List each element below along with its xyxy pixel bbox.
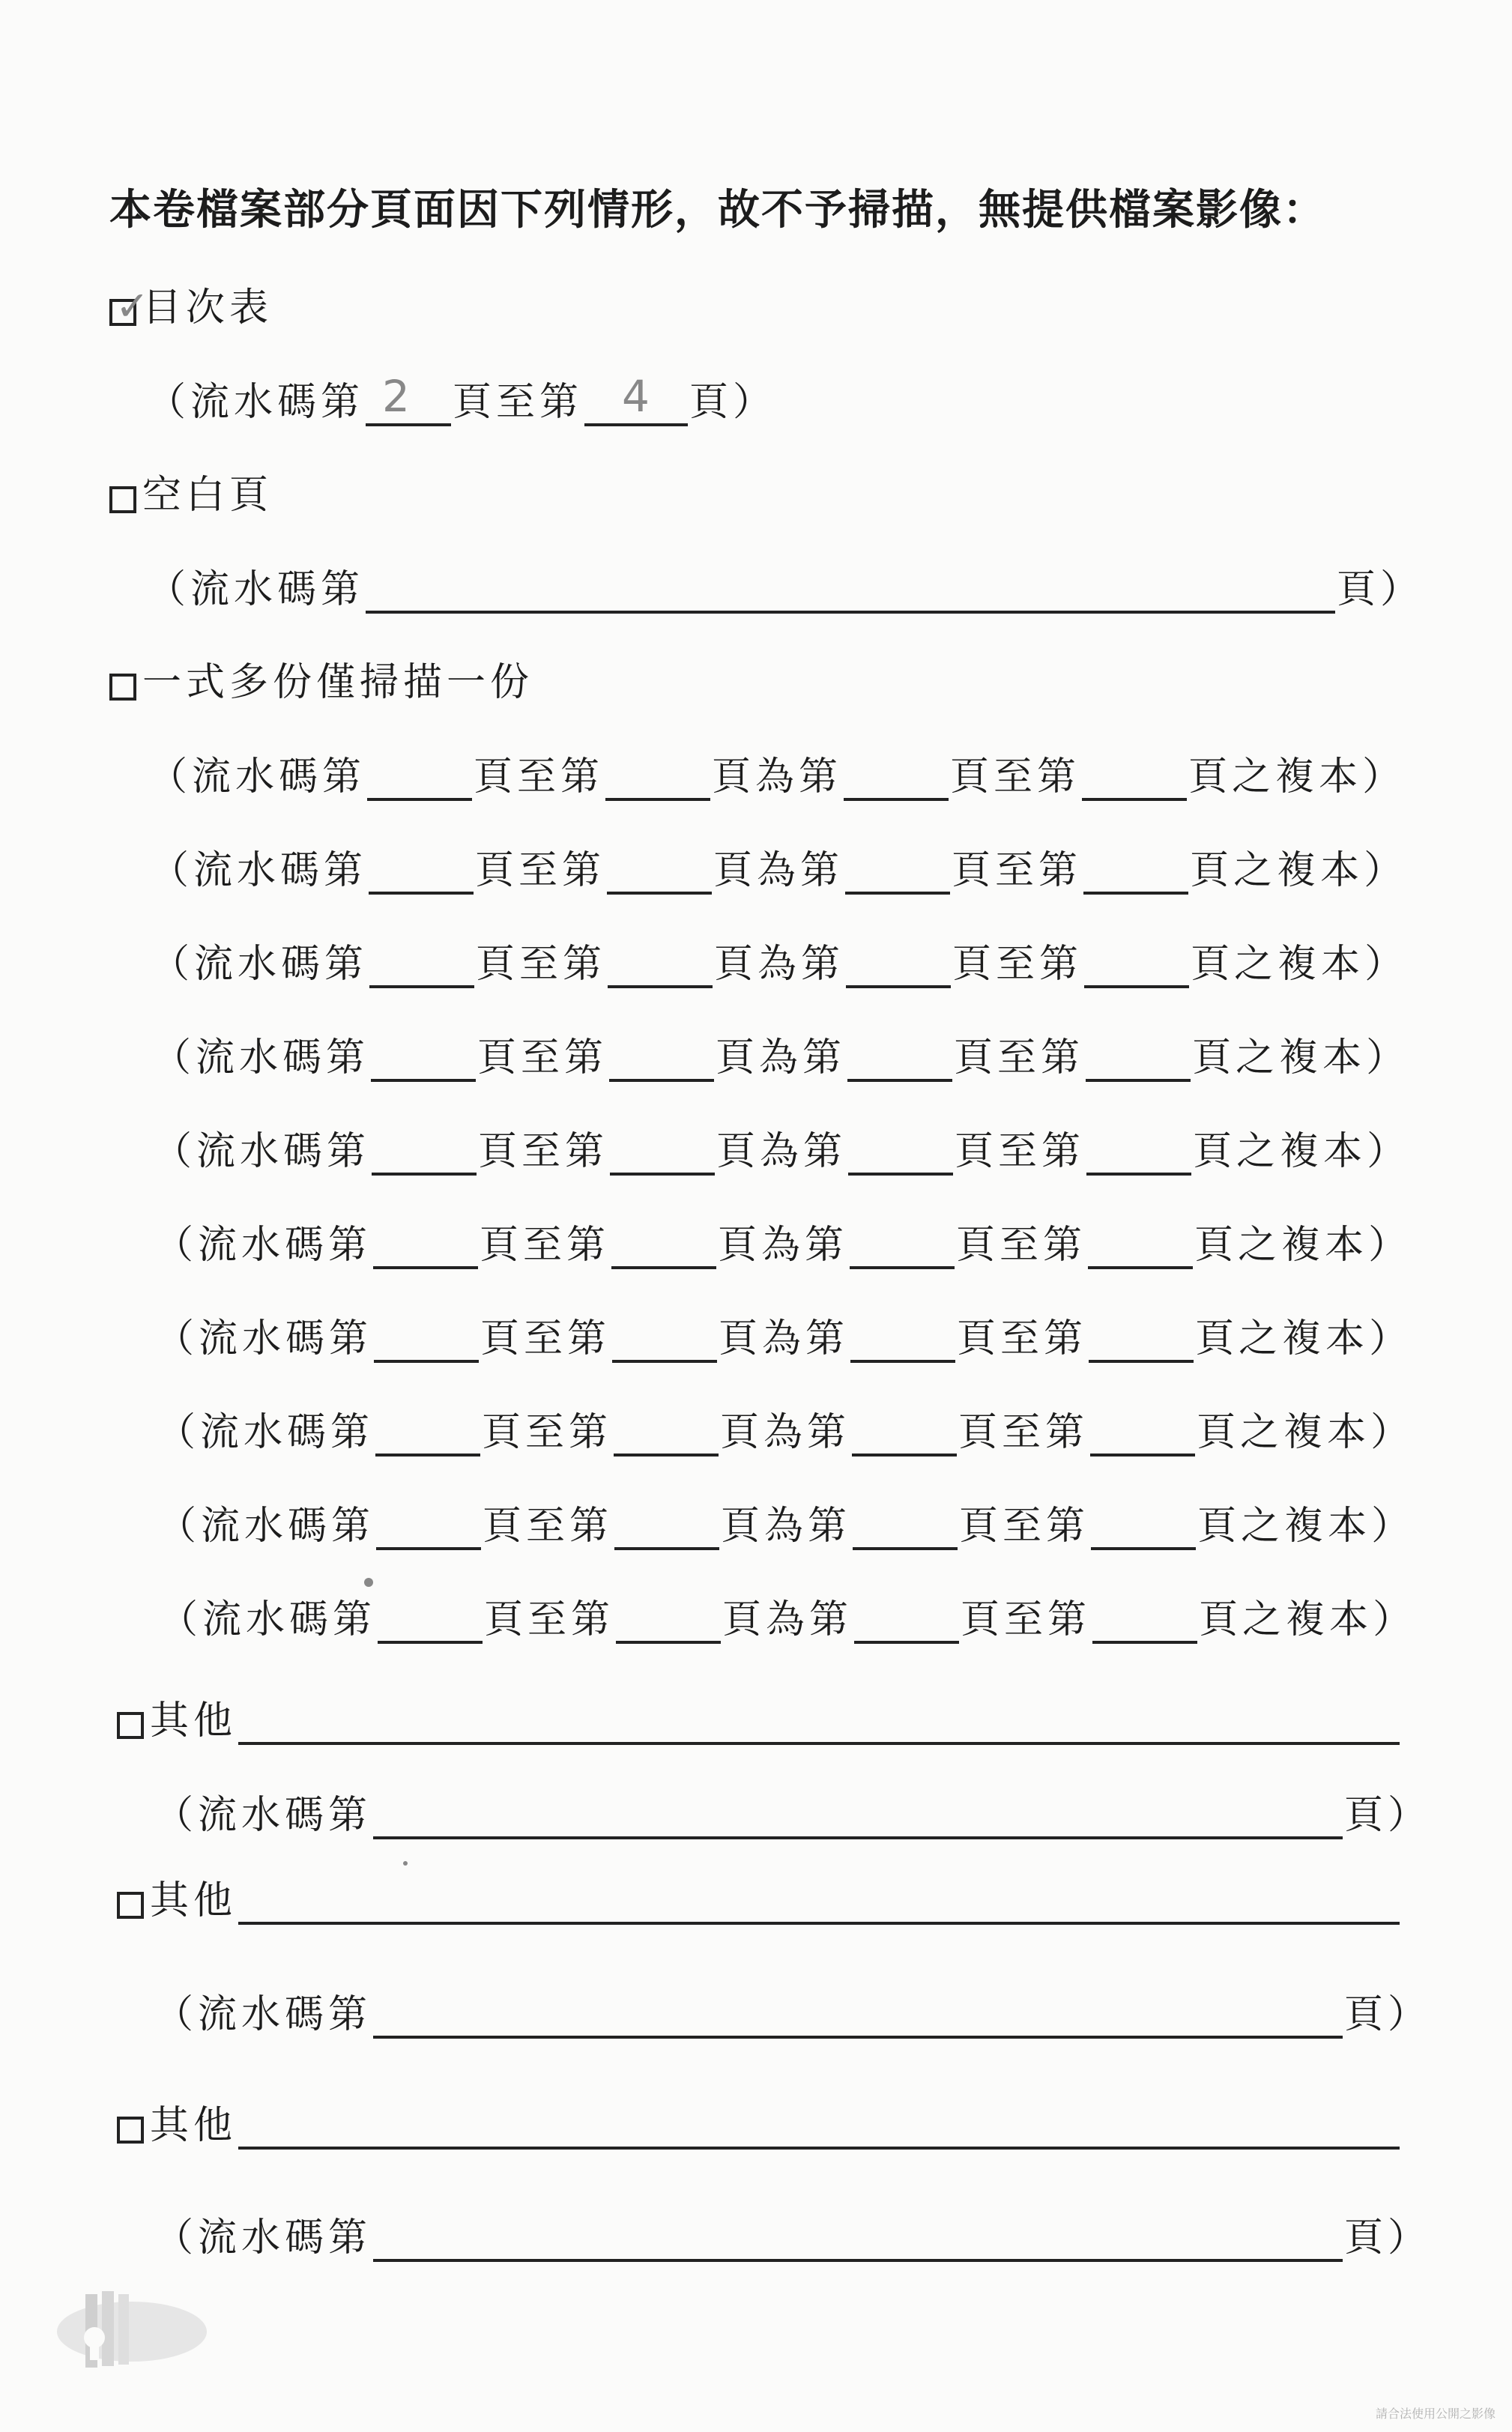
multi-copy-checkbox[interactable] <box>109 674 136 701</box>
other-range-field-1[interactable] <box>373 1794 1343 1839</box>
copy-to-end-field[interactable] <box>1088 1224 1193 1269</box>
other-label-1: 其他 <box>150 1699 238 1743</box>
copy-row-text: 頁至第 <box>477 1035 608 1080</box>
copy-row-text: 頁為第 <box>712 754 843 799</box>
copy-row-text: 頁之複本） <box>1188 754 1406 799</box>
copy-from-start-field[interactable] <box>369 850 474 895</box>
other-checkbox-1[interactable] <box>117 1712 144 1739</box>
other-option-1[interactable] <box>117 1689 1401 1745</box>
copy-row-text: 頁至第 <box>950 754 1081 799</box>
check-mark-icon: ✓ <box>115 282 154 330</box>
copy-row-text: 頁至第 <box>484 1597 615 1642</box>
toc-to-field[interactable] <box>584 371 688 426</box>
copy-from-end-field[interactable] <box>608 943 713 988</box>
copy-row-text: 頁至第 <box>478 1129 609 1174</box>
copy-row-text: 頁為第 <box>718 1223 849 1268</box>
copy-row-text: 頁為第 <box>713 848 844 893</box>
copy-from-end-field[interactable] <box>610 1131 715 1176</box>
copy-row-text: 頁為第 <box>716 1129 847 1174</box>
copy-row-text: 頁為第 <box>714 942 845 987</box>
copy-row-text: 頁為第 <box>722 1597 853 1642</box>
copy-from-start-field[interactable] <box>372 1131 477 1176</box>
toc-suffix: 頁） <box>689 380 777 425</box>
copy-to-end-field[interactable] <box>1091 1505 1196 1550</box>
copy-row-text: （流水碼第 <box>153 1129 371 1174</box>
copy-from-end-field[interactable] <box>612 1318 717 1363</box>
copy-to-start-field[interactable] <box>853 1505 958 1550</box>
toc-range-row <box>147 370 776 426</box>
scan-speck <box>403 1861 408 1866</box>
copy-row-text: （流水碼第 <box>155 1316 373 1361</box>
copy-to-start-field[interactable] <box>852 1412 957 1457</box>
copy-to-start-field[interactable] <box>848 1131 953 1176</box>
other-option-2[interactable] <box>117 1869 1401 1925</box>
copy-to-end-field[interactable] <box>1090 1412 1195 1457</box>
copy-from-end-field[interactable] <box>614 1412 719 1457</box>
copy-from-start-field[interactable] <box>378 1599 483 1644</box>
copy-row <box>155 1307 1412 1363</box>
other-field-1[interactable] <box>238 1700 1400 1745</box>
copy-row-text: 頁至第 <box>476 942 607 987</box>
copy-row-text: （流水碼第 <box>157 1410 375 1455</box>
other-suffix-3: 頁） <box>1344 2215 1432 2260</box>
other-range-field-2[interactable] <box>373 1994 1343 2039</box>
copy-row-text: （流水碼第 <box>152 1035 370 1080</box>
copy-row-text: 頁至第 <box>955 1129 1086 1174</box>
copy-row-text: 頁之複本） <box>1192 1035 1410 1080</box>
copy-to-end-field[interactable] <box>1086 1131 1191 1176</box>
other-suffix-1: 頁） <box>1344 1793 1432 1838</box>
copy-row-text: 頁之複本） <box>1197 1504 1415 1549</box>
copy-row-text: 頁至第 <box>957 1316 1088 1361</box>
copy-row <box>152 1026 1409 1082</box>
other-prefix-2: （流水碼第 <box>154 1992 372 2037</box>
copy-to-end-field[interactable] <box>1089 1318 1194 1363</box>
other-field-2[interactable] <box>238 1880 1400 1925</box>
copy-to-end-field[interactable] <box>1086 1037 1191 1082</box>
blank-page-range-row <box>147 557 1424 614</box>
blank-page-option[interactable] <box>109 463 273 519</box>
copy-row-text: 頁至第 <box>475 848 606 893</box>
copy-row <box>150 838 1407 895</box>
copy-to-start-field[interactable] <box>854 1599 959 1644</box>
toc-prefix: （流水碼第 <box>147 380 365 425</box>
copy-from-start-field[interactable] <box>375 1412 480 1457</box>
copy-row-text: 頁至第 <box>480 1316 611 1361</box>
copy-to-end-field[interactable] <box>1083 850 1188 895</box>
scan-speck <box>364 1578 373 1587</box>
copy-from-start-field[interactable] <box>373 1224 478 1269</box>
blank-page-checkbox[interactable] <box>109 486 136 513</box>
copy-row-text: （流水碼第 <box>159 1597 377 1642</box>
other-prefix-1: （流水碼第 <box>154 1793 372 1838</box>
toc-label: 目次表 <box>142 285 273 330</box>
copy-row <box>157 1494 1415 1550</box>
multi-copy-label: 一式多份僅掃描一份 <box>142 660 534 705</box>
toc-from-value: 2 <box>382 371 410 422</box>
toc-option[interactable] <box>109 276 273 332</box>
copy-row-text: 頁之複本） <box>1199 1597 1417 1642</box>
copy-from-end-field[interactable] <box>616 1599 721 1644</box>
copy-to-start-field[interactable] <box>847 1037 952 1082</box>
copy-from-start-field[interactable] <box>374 1318 479 1363</box>
copy-from-end-field[interactable] <box>609 1037 714 1082</box>
toc-from-field[interactable] <box>366 371 451 426</box>
copy-row-text: 頁之複本） <box>1194 1223 1412 1268</box>
copy-row-text: 頁至第 <box>959 1504 1090 1549</box>
copy-row <box>157 1400 1414 1457</box>
blank-page-suffix: 頁） <box>1337 567 1424 612</box>
copy-row-text: （流水碼第 <box>150 848 368 893</box>
copy-row-text: 頁之複本） <box>1193 1129 1411 1174</box>
copy-row-text: （流水碼第 <box>151 942 369 987</box>
copy-row-text: （流水碼第 <box>154 1223 372 1268</box>
copy-row-text: 頁為第 <box>720 1410 851 1455</box>
copy-row <box>151 932 1408 988</box>
copy-row-text: 頁至第 <box>952 942 1083 987</box>
copy-to-start-field[interactable] <box>846 943 951 988</box>
copy-row-text: 頁為第 <box>719 1316 850 1361</box>
toc-to-value: 4 <box>622 371 650 422</box>
copy-from-start-field[interactable] <box>371 1037 476 1082</box>
page-title <box>109 177 1326 237</box>
other-range-row-2 <box>154 1982 1431 2039</box>
copy-row <box>159 1588 1416 1644</box>
toc-checkbox[interactable] <box>109 282 154 330</box>
title-text: 本卷檔案部分頁面因下列情形，故不予掃描，無提供檔案影像： <box>109 185 1326 235</box>
other-range-row-1 <box>154 1783 1431 1839</box>
copy-row-text: 頁至第 <box>952 848 1083 893</box>
other-range-row-3 <box>154 2206 1431 2262</box>
copy-row-text: 頁至第 <box>474 754 605 799</box>
copy-from-start-field[interactable] <box>367 756 472 801</box>
copy-row <box>154 1213 1412 1269</box>
other-label-3: 其他 <box>150 2103 238 2148</box>
other-option-3[interactable] <box>117 2093 1401 2150</box>
copy-to-start-field[interactable] <box>850 1318 955 1363</box>
copy-to-start-field[interactable] <box>845 850 950 895</box>
copy-from-end-field[interactable] <box>614 1505 719 1550</box>
copy-row-text: 頁之複本） <box>1191 942 1409 987</box>
copy-from-start-field[interactable] <box>376 1505 481 1550</box>
copy-row-text: 頁之複本） <box>1195 1316 1413 1361</box>
blank-page-prefix: （流水碼第 <box>147 567 365 612</box>
copy-row-text: 頁至第 <box>954 1035 1085 1080</box>
copy-row-text: 頁至第 <box>956 1223 1087 1268</box>
copy-row-text: 頁為第 <box>716 1035 847 1080</box>
copy-to-start-field[interactable] <box>844 756 949 801</box>
copy-row-text: 頁至第 <box>480 1223 611 1268</box>
other-label-2: 其他 <box>150 1878 238 1923</box>
blank-page-label: 空白頁 <box>142 473 273 518</box>
other-field-3[interactable] <box>238 2105 1400 2150</box>
copy-from-end-field[interactable] <box>605 756 710 801</box>
copy-row-text: 頁至第 <box>482 1410 613 1455</box>
copy-to-end-field[interactable] <box>1092 1599 1197 1644</box>
copy-from-start-field[interactable] <box>369 943 474 988</box>
other-suffix-2: 頁） <box>1344 1992 1432 2037</box>
other-prefix-3: （流水碼第 <box>154 2215 372 2260</box>
copy-to-end-field[interactable] <box>1084 943 1189 988</box>
archive-logo-icon <box>42 2278 207 2375</box>
other-range-field-3[interactable] <box>373 2217 1343 2262</box>
copy-from-end-field[interactable] <box>611 1224 716 1269</box>
copy-row-text: 頁至第 <box>961 1597 1092 1642</box>
toc-mid: 頁至第 <box>453 380 584 425</box>
footer-note: 請合法使用公開之影像 <box>1375 2407 1496 2421</box>
copy-row-text: 頁至第 <box>483 1504 614 1549</box>
copy-row-text: 頁至第 <box>958 1410 1089 1455</box>
copy-to-end-field[interactable] <box>1082 756 1187 801</box>
copy-row <box>148 745 1406 801</box>
copy-row-text: （流水碼第 <box>148 754 366 799</box>
copy-row-text: 頁之複本） <box>1190 848 1408 893</box>
blank-page-field[interactable] <box>366 569 1335 614</box>
copy-row <box>153 1119 1410 1176</box>
copy-row-text: 頁之複本） <box>1197 1410 1415 1455</box>
copy-row-text: （流水碼第 <box>157 1504 375 1549</box>
other-checkbox-3[interactable] <box>117 2117 144 2144</box>
multi-copy-option[interactable] <box>109 650 533 707</box>
copy-row-text: 頁為第 <box>721 1504 852 1549</box>
other-checkbox-2[interactable] <box>117 1892 144 1919</box>
copy-from-end-field[interactable] <box>607 850 712 895</box>
copy-to-start-field[interactable] <box>850 1224 955 1269</box>
